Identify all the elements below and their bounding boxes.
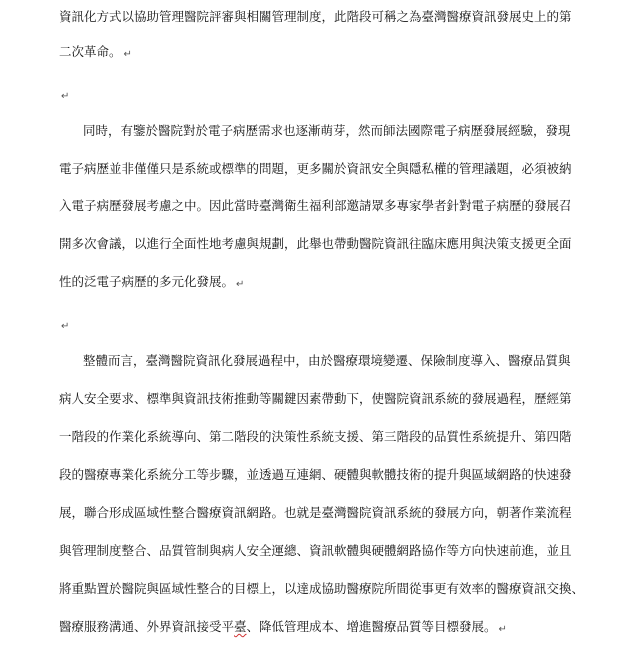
paragraph-mark-icon: ↵ <box>123 49 132 60</box>
empty-paragraph <box>0 85 637 105</box>
text-line <box>0 235 637 253</box>
text-line <box>0 618 637 638</box>
line-text: 、降低管理成本、增進醫療品質等目標發展。 <box>246 619 497 634</box>
spellcheck-flagged-text: 臺 <box>234 619 247 634</box>
text-line <box>0 428 637 446</box>
line-text: 展，聯合形成區域性整合醫療資訊網路。也就是臺灣醫院資訊系統的發展方向，朝著作業流程 <box>59 505 572 520</box>
text-line <box>0 466 637 484</box>
text-line <box>0 580 637 598</box>
text-line <box>0 160 637 178</box>
paragraph-mark-icon: ↵ <box>61 91 70 102</box>
text-line <box>0 504 637 522</box>
text-line <box>0 542 637 560</box>
paragraph-mark-icon: ↵ <box>61 321 70 332</box>
line-text: 醫療服務溝通、外界資訊接受平 <box>59 619 235 634</box>
line-text: 資訊化方式以協助管理醫院評審與相關管理制度，此階段可稱之為臺灣醫療資訊發展史上的第 <box>59 9 572 24</box>
line-text: 段的醫療專業化系統分工等步驟，並透過互連網、硬體與軟體技術的提升與區域網路的快速發 <box>59 467 572 482</box>
line-text: 二次革命。 <box>59 44 122 59</box>
line-text: 將重點置於醫院與區域性整合的目標上，以達成協助醫療院所間從事更有效率的醫療資訊交換、 <box>59 581 585 596</box>
line-text: 病人安全要求、標準與資訊技術推動等關鍵因素帶動下，使醫院資訊系統的發展過程，歷經第 <box>59 391 572 406</box>
line-text: 性的泛電子病歷的多元化發展。 <box>59 274 235 289</box>
line-text: 入電子病歷發展考慮之中。因此當時臺灣衛生福利部邀請眾多專家學者針對電子病歷的發展召 <box>59 198 572 213</box>
text-line <box>0 352 637 370</box>
text-line <box>0 390 637 408</box>
paragraph-mark-icon: ↵ <box>498 624 507 635</box>
line-text: 電子病歷並非僅僅只是系統或標準的問題，更多關於資訊安全與隱私權的管理議題，必須被納 <box>59 161 572 176</box>
text-line <box>0 122 637 140</box>
text-line <box>0 8 637 26</box>
text-line <box>0 43 637 63</box>
line-text: 同時，有鑒於醫院對於電子病歷需求也逐漸萌芽，然而師法國際電子病歷發展經驗，發現 <box>83 123 571 138</box>
line-text: 開多次會議，以進行全面性地考慮與規劃，此舉也帶動醫院資訊往臨床應用與決策支援更全面 <box>59 236 572 251</box>
text-line <box>0 197 637 215</box>
line-text: 整體而言，臺灣醫院資訊化發展過程中，由於醫療環境變遷、保險制度導入、醫療品質與 <box>83 353 571 368</box>
line-text: 一階段的作業化系統導向、第二階段的決策性系統支援、第三階段的品質性系統提升、第四階 <box>59 429 572 444</box>
paragraph-mark-icon: ↵ <box>236 279 245 290</box>
text-line <box>0 273 637 293</box>
line-text: 與管理制度整合、品質管制與病人安全運總、資訊軟體與硬體網路協作等方向快速前進，並且 <box>59 543 572 558</box>
empty-paragraph <box>0 315 637 335</box>
